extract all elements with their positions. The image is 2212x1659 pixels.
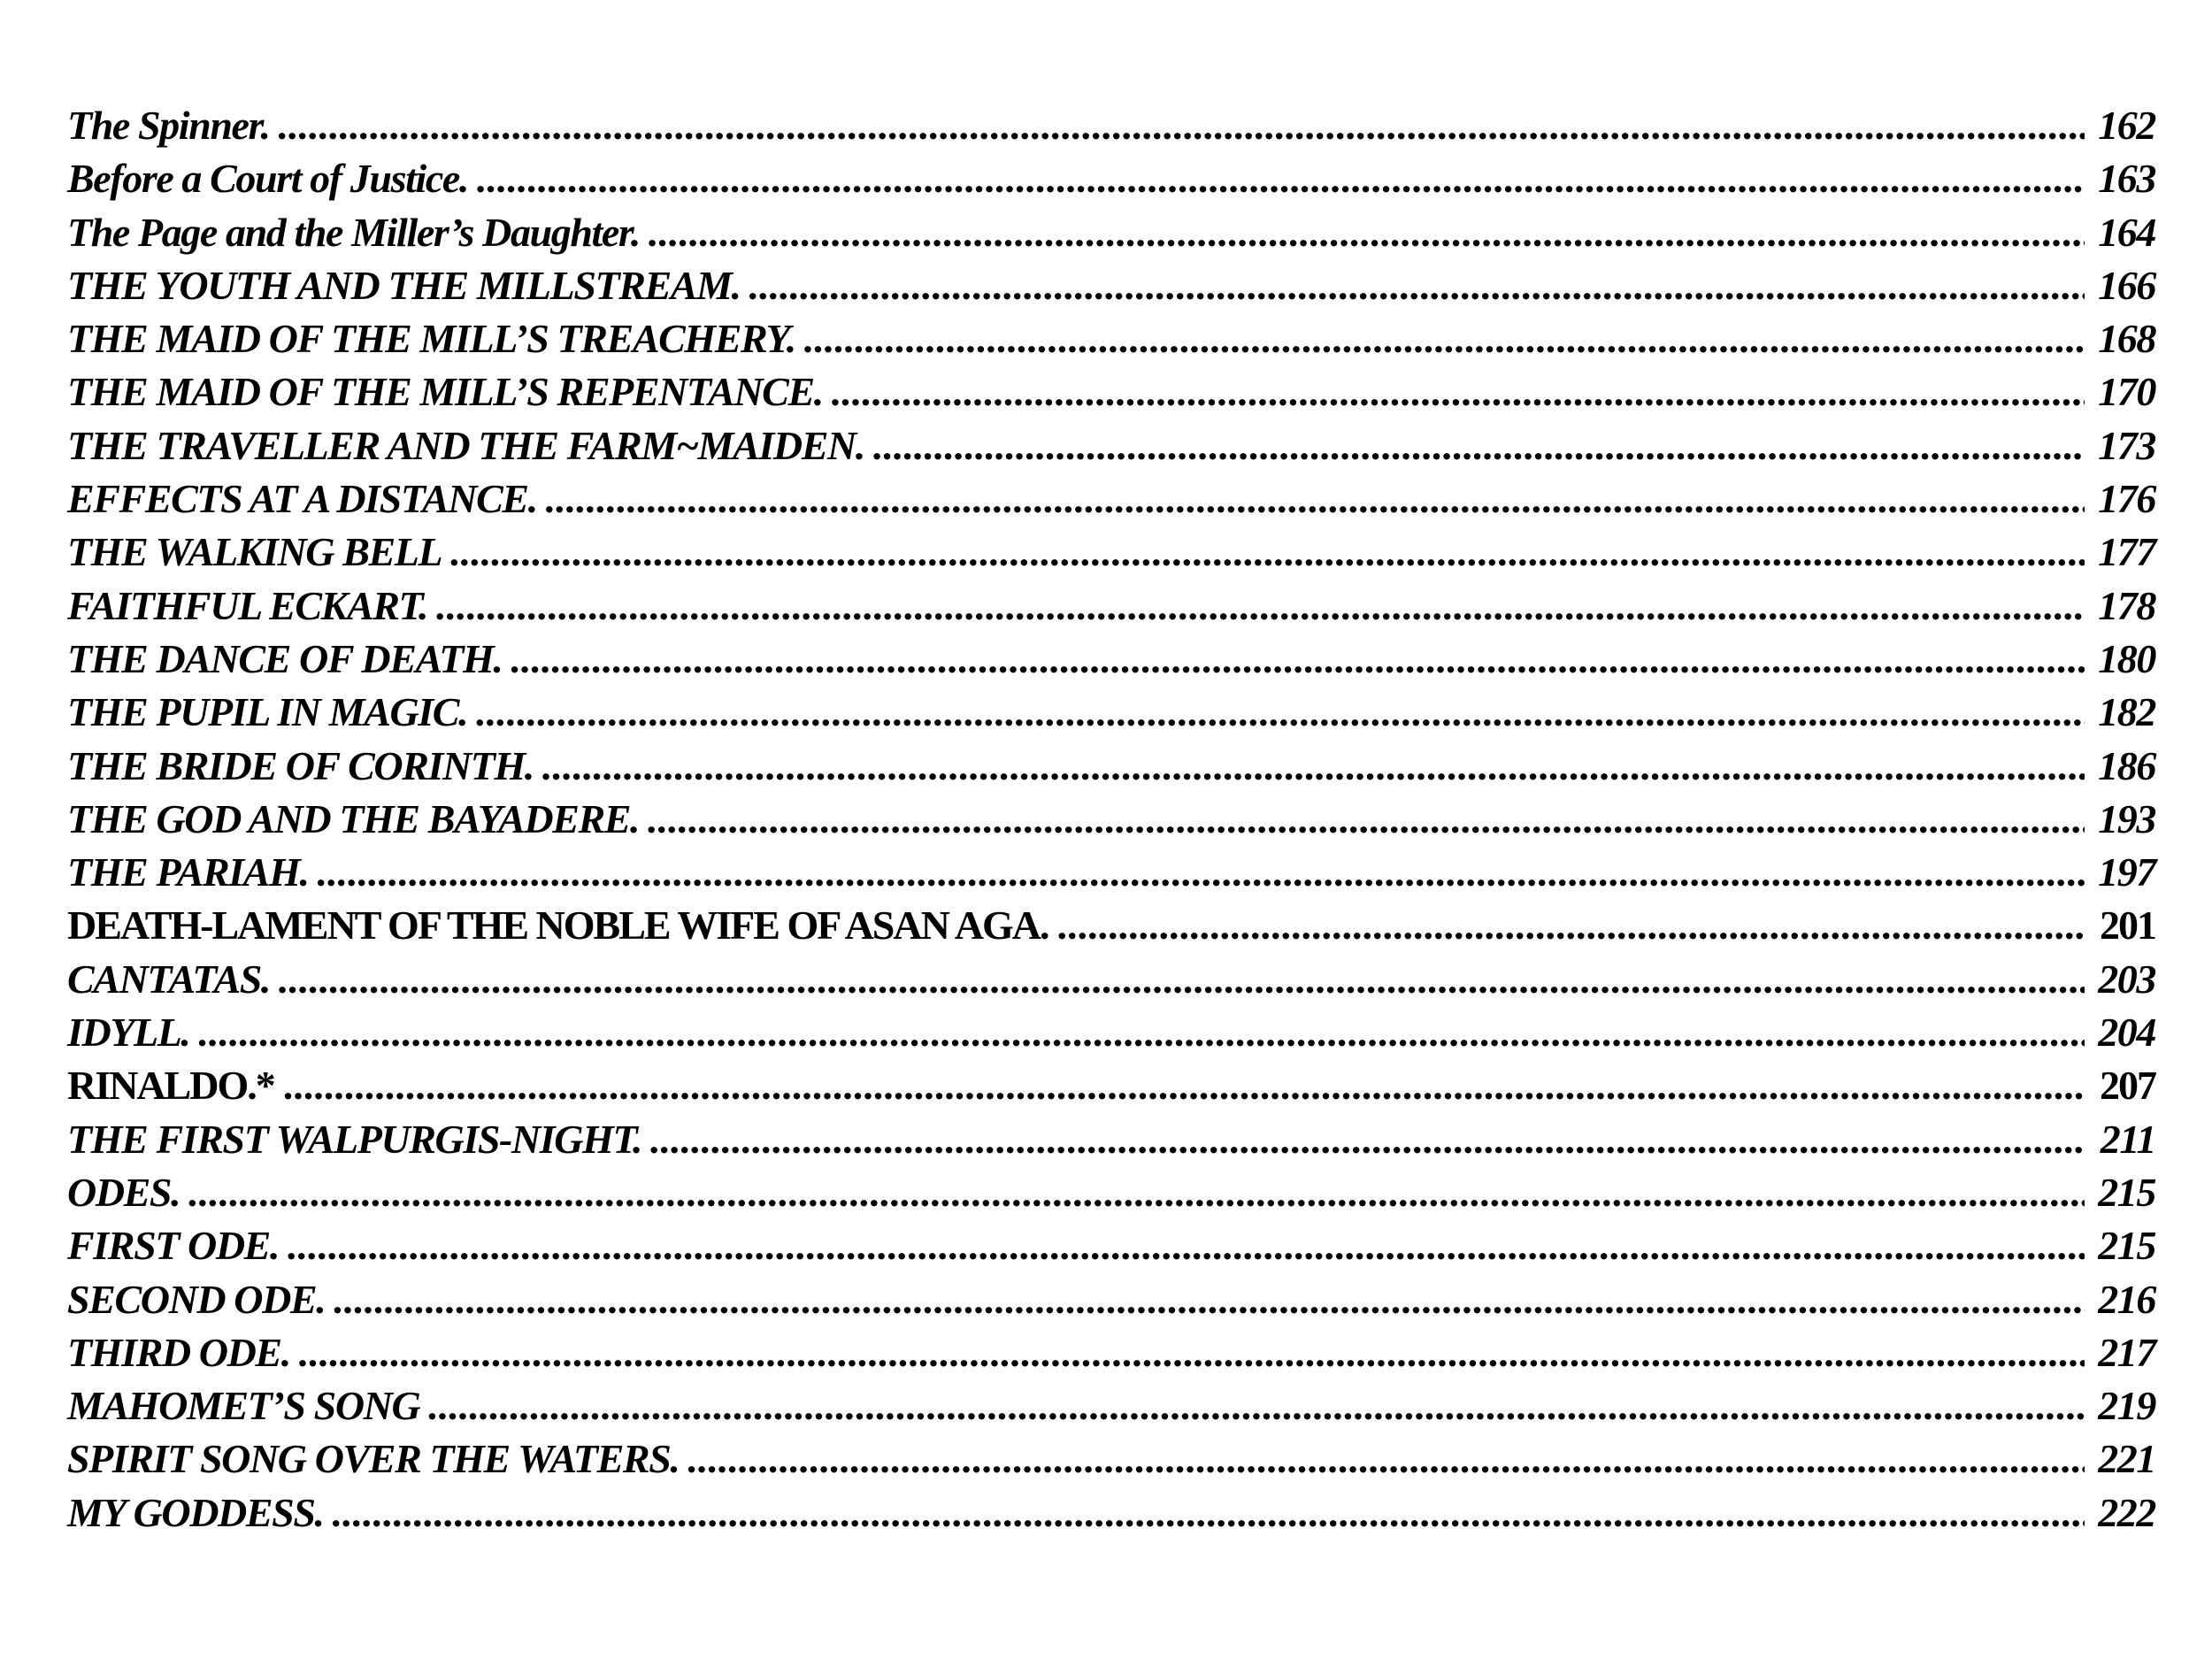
- toc-entry-page: 170: [2098, 369, 2155, 415]
- dot-leader: [279, 956, 2085, 1002]
- dot-leader: [428, 1382, 2085, 1429]
- toc-entry[interactable]: [67, 635, 2155, 688]
- toc-entry-page: 182: [2098, 689, 2155, 735]
- toc-entry-page: 178: [2098, 582, 2155, 628]
- toc-entry-page: 162: [2098, 103, 2155, 148]
- toc-entry-title: Before a Court of Justice.: [67, 156, 468, 202]
- toc-entry-page: 166: [2098, 262, 2155, 308]
- toc-entry-page: 176: [2098, 476, 2155, 522]
- toc-entry-title: FIRST ODE.: [67, 1223, 280, 1269]
- dot-leader: [283, 1062, 2085, 1109]
- table-of-contents: [67, 102, 2155, 1542]
- dot-leader: [188, 1169, 2085, 1216]
- toc-entry[interactable]: [67, 1009, 2155, 1062]
- toc-entry-title: THE WALKING BELL: [67, 529, 442, 575]
- toc-entry[interactable]: [67, 1116, 2155, 1169]
- dot-leader: [650, 1116, 2085, 1163]
- toc-entry-page: 207: [2100, 1063, 2155, 1109]
- toc-entry-title: THE TRAVELLER AND THE FARM~MAIDEN.: [67, 422, 864, 468]
- toc-entry-title: THE BRIDE OF CORINTH.: [67, 742, 534, 788]
- toc-entry-page: 197: [2098, 849, 2155, 895]
- toc-entry[interactable]: [67, 422, 2155, 475]
- toc-entry-page: 222: [2098, 1489, 2155, 1535]
- toc-entry-page: 177: [2098, 529, 2155, 575]
- toc-entry[interactable]: [67, 315, 2155, 368]
- toc-entry-title: THE YOUTH AND THE MILLSTREAM.: [67, 262, 741, 308]
- toc-entry-title: SECOND ODE.: [67, 1276, 326, 1322]
- toc-entry[interactable]: [67, 1329, 2155, 1382]
- toc-entry[interactable]: [67, 209, 2155, 262]
- toc-entry-title: RINALDO.*: [67, 1063, 274, 1109]
- toc-entry[interactable]: [67, 742, 2155, 795]
- dot-leader: [450, 528, 2085, 575]
- toc-entry-title: DEATH-LAMENT OF THE NOBLE WIFE OF ASAN AGA.: [67, 902, 1048, 949]
- toc-entry[interactable]: [67, 102, 2155, 155]
- toc-entry-page: 186: [2098, 742, 2155, 788]
- toc-entry-page: 193: [2098, 795, 2155, 841]
- toc-entry-title: CANTATAS.: [67, 956, 271, 1002]
- toc-entry[interactable]: [67, 475, 2155, 528]
- toc-entry-title: THE PUPIL IN MAGIC.: [67, 689, 468, 735]
- toc-entry-page: 168: [2098, 316, 2155, 362]
- toc-entry-page: 201: [2100, 902, 2155, 949]
- toc-entry[interactable]: [67, 528, 2155, 581]
- dot-leader: [199, 1009, 2085, 1056]
- toc-entry-page: 211: [2100, 1116, 2155, 1162]
- toc-entry-page: 180: [2098, 635, 2155, 681]
- dot-leader: [511, 635, 2085, 682]
- toc-entry-page: 164: [2098, 209, 2155, 255]
- toc-entry[interactable]: [67, 582, 2155, 635]
- dot-leader: [648, 795, 2085, 842]
- toc-entry-title: THE FIRST WALPURGIS-NIGHT.: [67, 1116, 642, 1162]
- dot-leader: [873, 422, 2085, 469]
- toc-entry-page: 219: [2098, 1383, 2155, 1429]
- toc-entry[interactable]: [67, 1276, 2155, 1329]
- dot-leader: [288, 1222, 2085, 1269]
- toc-entry-title: MAHOMET’S SONG: [67, 1383, 420, 1429]
- toc-entry-page: 163: [2098, 156, 2155, 202]
- toc-entry[interactable]: [67, 1222, 2155, 1275]
- dot-leader: [804, 315, 2085, 362]
- toc-entry[interactable]: [67, 849, 2155, 902]
- toc-entry-title: SPIRIT SONG OVER THE WATERS.: [67, 1436, 680, 1482]
- dot-leader: [333, 1489, 2085, 1536]
- dot-leader: [477, 155, 2085, 202]
- toc-entry-title: FAITHFUL ECKART.: [67, 582, 428, 628]
- toc-entry[interactable]: [67, 1062, 2155, 1115]
- toc-entry-page: 215: [2098, 1223, 2155, 1269]
- toc-entry-page: 215: [2098, 1169, 2155, 1215]
- toc-entry[interactable]: [67, 1435, 2155, 1488]
- dot-leader: [436, 582, 2085, 629]
- toc-entry[interactable]: [67, 795, 2155, 849]
- toc-entry-page: 173: [2098, 422, 2155, 468]
- toc-entry-title: THE MAID OF THE MILL’S REPENTANCE.: [67, 369, 823, 415]
- dot-leader: [1057, 902, 2085, 949]
- dot-leader: [299, 1329, 2085, 1376]
- toc-entry-title: THE DANCE OF DEATH.: [67, 635, 503, 681]
- toc-entry[interactable]: [67, 155, 2155, 208]
- toc-entry-title: THIRD ODE.: [67, 1329, 290, 1375]
- dot-leader: [749, 262, 2085, 309]
- toc-entry-page: 203: [2098, 956, 2155, 1002]
- toc-entry[interactable]: [67, 1489, 2155, 1542]
- toc-entry[interactable]: [67, 1382, 2155, 1435]
- toc-entry-title: The Spinner.: [67, 103, 270, 148]
- toc-entry-title: The Page and the Miller’s Daughter.: [67, 209, 640, 255]
- toc-entry[interactable]: [67, 262, 2155, 315]
- dot-leader: [334, 1276, 2085, 1323]
- toc-entry-page: 221: [2098, 1436, 2155, 1482]
- toc-entry-page: 216: [2098, 1276, 2155, 1322]
- dot-leader: [542, 742, 2085, 789]
- toc-entry-page: 204: [2098, 1010, 2155, 1056]
- dot-leader: [476, 688, 2085, 735]
- toc-entry-title: EFFECTS AT A DISTANCE.: [67, 476, 537, 522]
- dot-leader: [832, 368, 2085, 415]
- toc-entry-title: MY GODDESS.: [67, 1489, 324, 1535]
- dot-leader: [649, 209, 2085, 256]
- toc-entry[interactable]: [67, 368, 2155, 421]
- dot-leader: [687, 1435, 2085, 1482]
- toc-entry[interactable]: [67, 688, 2155, 741]
- dot-leader: [546, 475, 2085, 522]
- toc-entry-title: THE GOD AND THE BAYADERE.: [67, 795, 640, 841]
- toc-entry[interactable]: [67, 1169, 2155, 1222]
- dot-leader: [279, 102, 2085, 149]
- toc-entry-title: THE MAID OF THE MILL’S TREACHERY.: [67, 316, 795, 362]
- toc-entry-title: ODES.: [67, 1169, 180, 1215]
- toc-entry-page: 217: [2098, 1329, 2155, 1375]
- toc-entry[interactable]: [67, 956, 2155, 1009]
- toc-entry-title: IDYLL.: [67, 1010, 190, 1056]
- dot-leader: [318, 849, 2085, 895]
- toc-entry-title: THE PARIAH.: [67, 849, 309, 895]
- toc-entry[interactable]: [67, 902, 2155, 955]
